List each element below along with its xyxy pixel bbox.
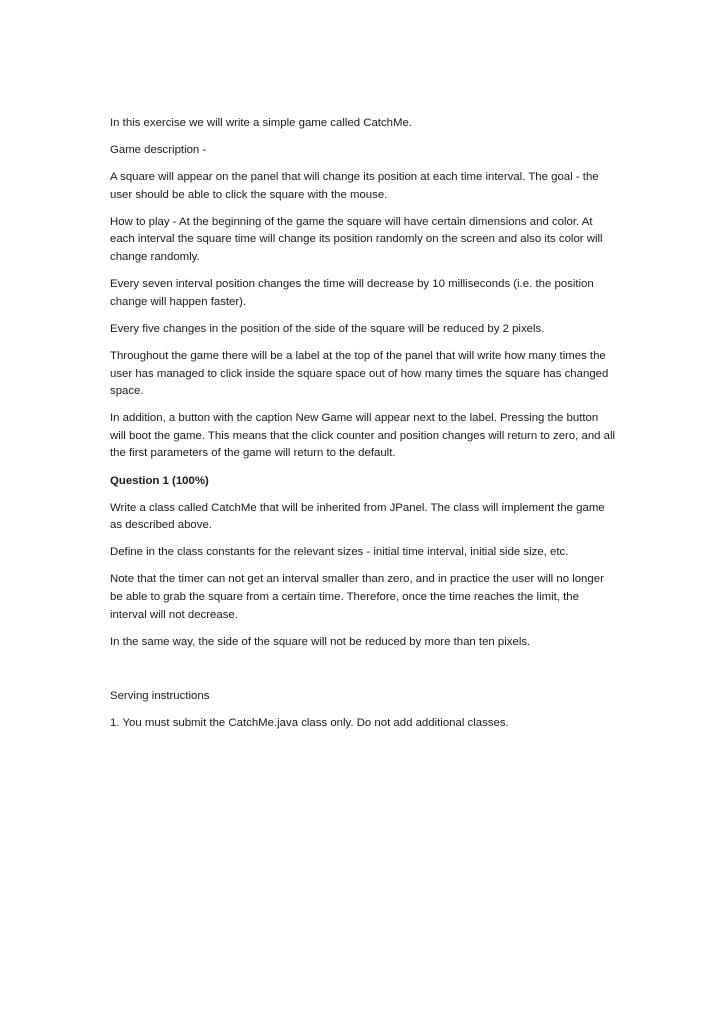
button-info-paragraph: In addition, a button with the caption New Game will appear next to the label. Pressing the button will boot the game. This means that the click counter and position changes will return to zero, and all the first parameters of the game will return to the default. [110, 412, 616, 460]
game-description-heading: Game description - [110, 144, 207, 157]
intro-paragraph: In this exercise we will write a simple game called CatchMe. [110, 117, 412, 129]
question-paragraph: Write a class called CatchMe that will be inherited from JPanel. The class will implement the game as described above. [110, 501, 605, 532]
serving-item-1: 1. You must submit the CatchMe.java class only. Do not add additional classes. [110, 716, 509, 729]
every-seven-paragraph: Every seven interval position changes the time will decrease by 10 milliseconds (i.e. the position change will happen faster). [110, 278, 594, 308]
side-note-paragraph: In the same way, the side of the square will not be reduced by more than ten pixels. [110, 635, 531, 648]
how-to-play-paragraph: How to play - At the beginning of the game the square will have certain dimensions and color. At each interval the square time will change its position randomly on the screen and also its color will change randomly. [110, 215, 603, 264]
section-spacer [110, 661, 616, 688]
serving-heading: Serving instructions [110, 689, 210, 702]
timer-note-paragraph: Note that the timer can not get an interval smaller than zero, and in practice the user will no longer be able to grab the square from a certain time. Therefore, once the time reaches the limit, the interval will not decrease. [110, 573, 604, 621]
every-five-paragraph: Every five changes in the position of the side of the square will be reduced by 2 pixels. [110, 322, 545, 335]
question-heading: Question 1 (100%) [110, 474, 209, 487]
game-description-paragraph: A square will appear on the panel that will change its position at each time interval. The goal - the user should be able to click the square with the mouse. [110, 171, 599, 201]
label-info-paragraph: Throughout the game there will be a label at the top of the panel that will write how many times the user has managed to click inside the square space out of how many times the square has changed space. [110, 349, 609, 398]
constants-paragraph: Define in the class constants for the relevant sizes - initial time interval, initial side size, etc. [110, 546, 569, 559]
document-page [110, 115, 616, 742]
